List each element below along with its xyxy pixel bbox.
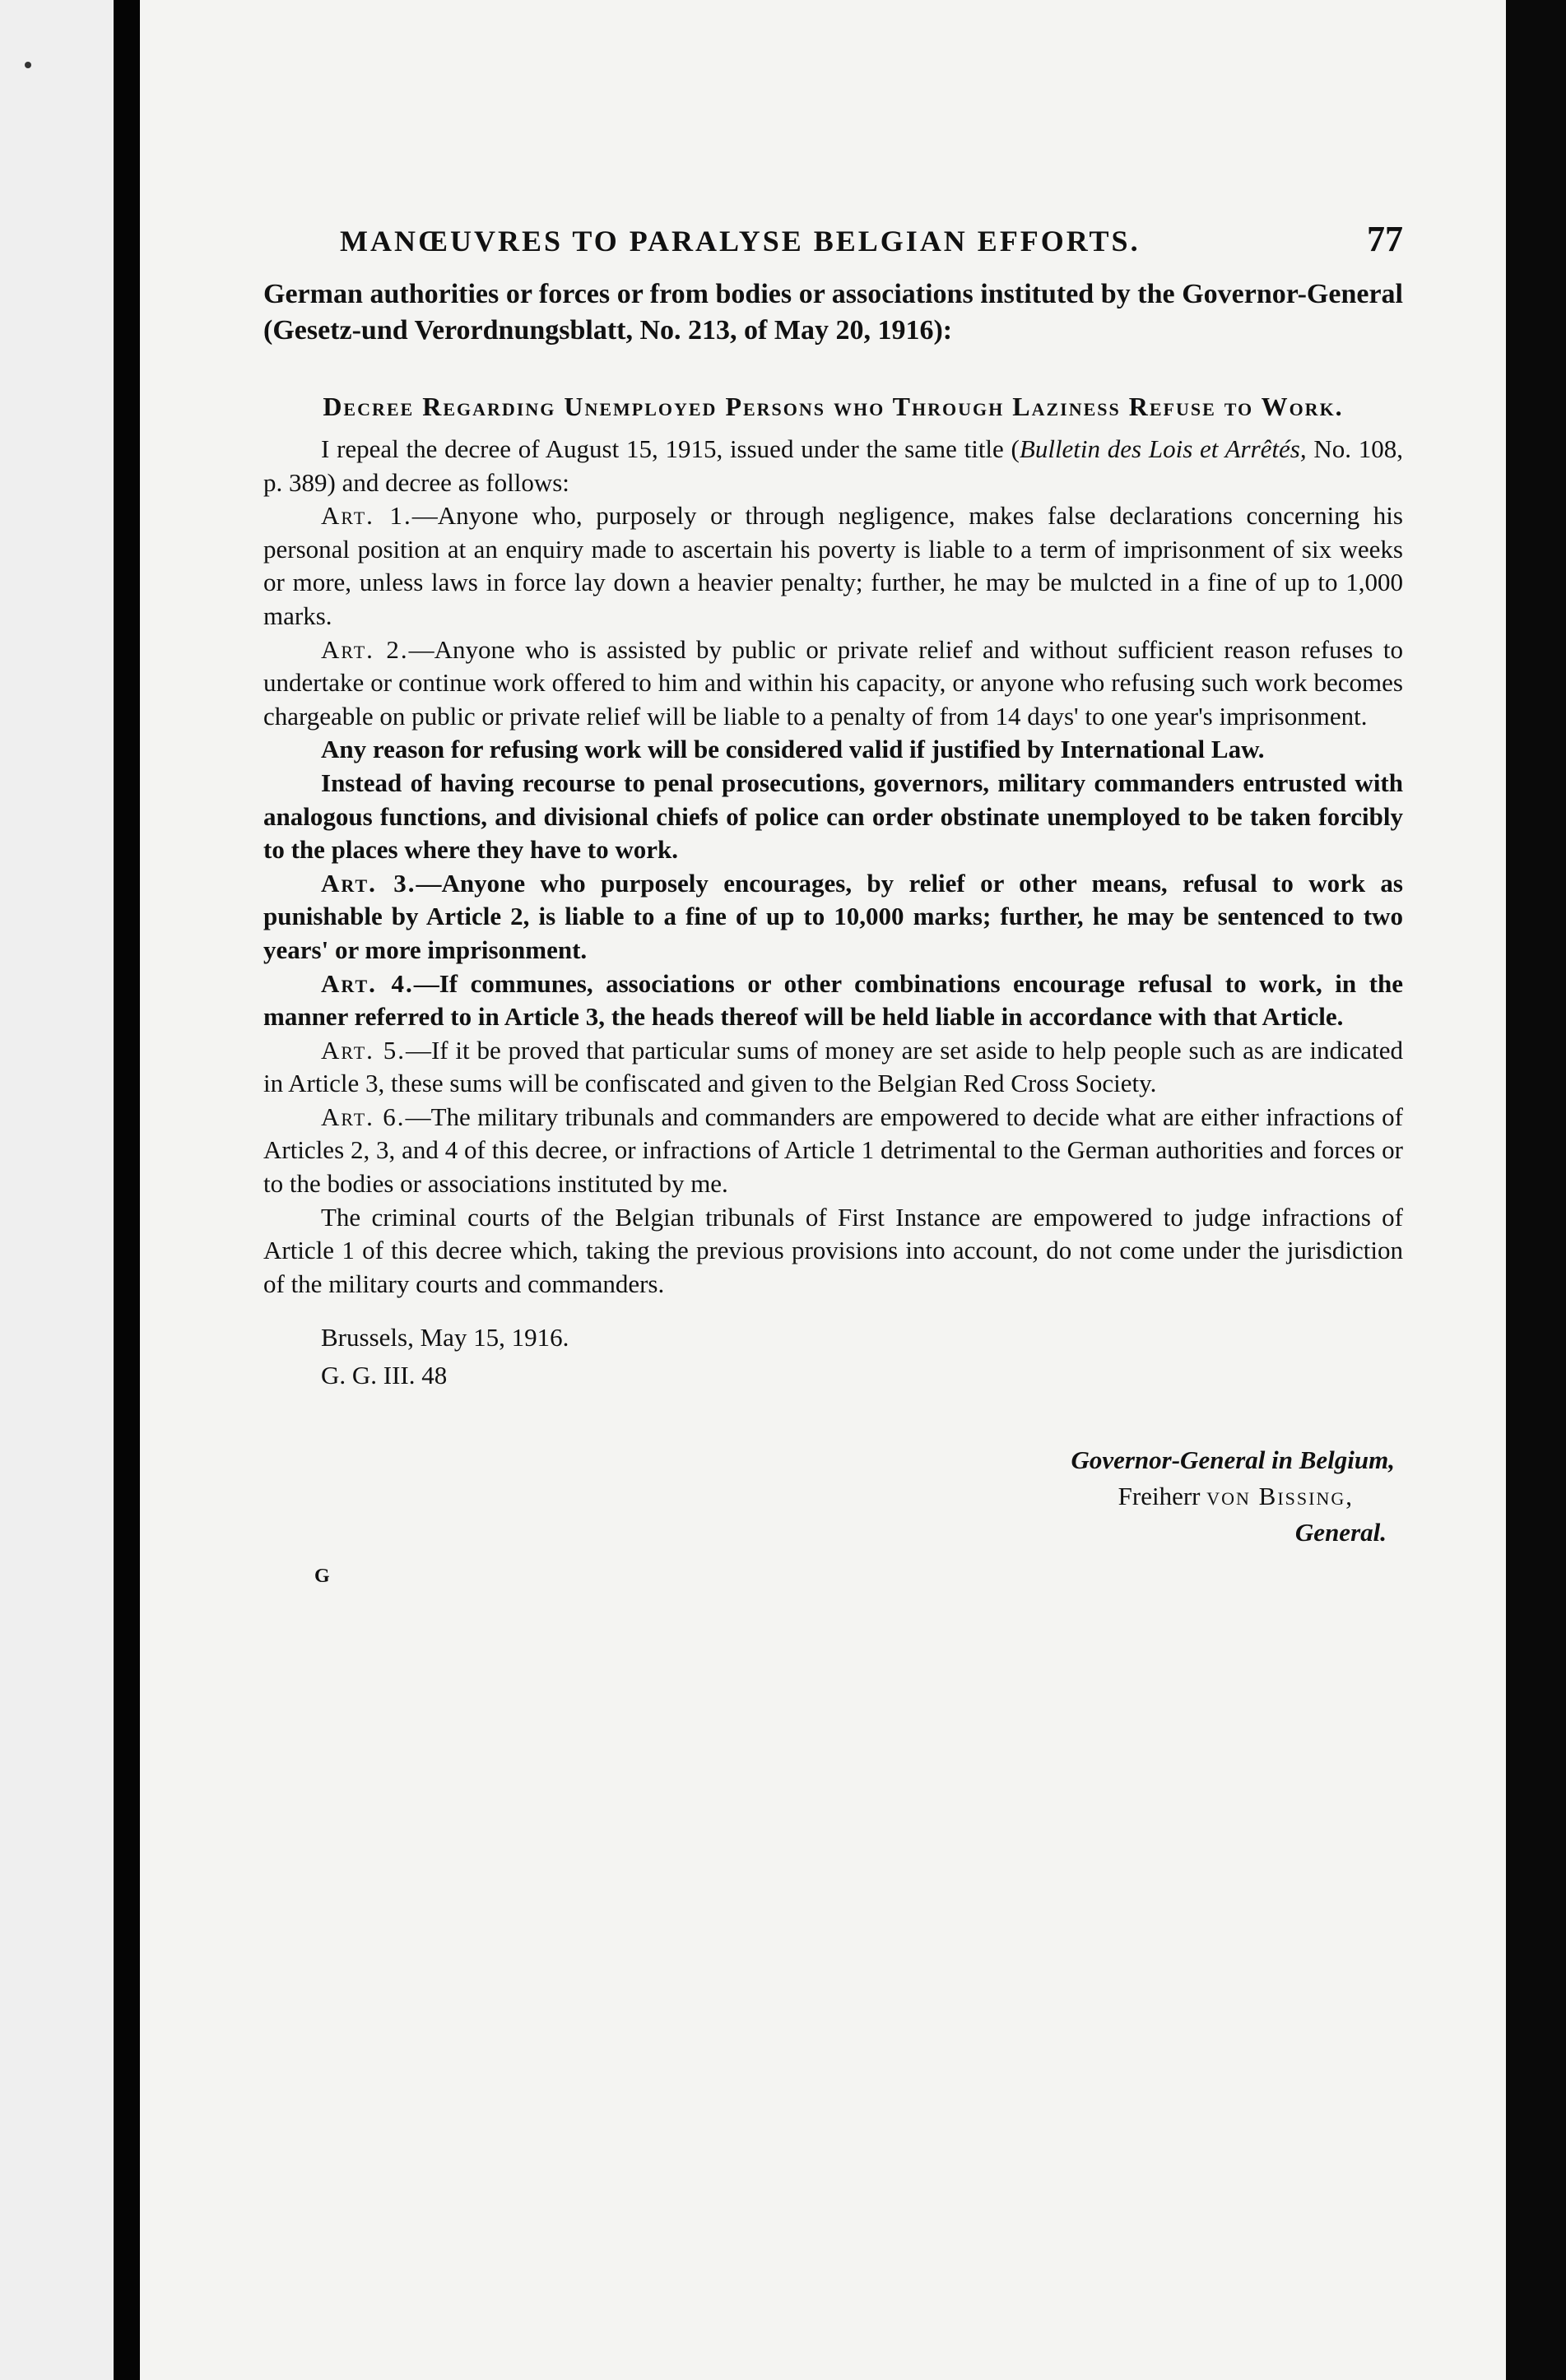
article-6-label: Art. 6.	[321, 1102, 406, 1131]
article-4-label: Art. 4.	[321, 968, 414, 998]
scan-gutter	[114, 0, 140, 2380]
article-6-text: —The military tribunals and commanders are empowered to decide what are either infractions of Articles 2, 3, and 4 of this decree, or infractions of Article 1 detrimental to the German authorities and forces or to the bodies or associations instituted by me.	[263, 1102, 1403, 1199]
article-5-label: Art. 5.	[321, 1035, 406, 1065]
book-page	[140, 0, 1506, 2380]
instead-paragraph: Instead of having recourse to penal prosecutions, governors, military commanders entrusted with analogous functions, and divisional chiefs of police can order obstinate unemployed to be taken forcibly to the places where they have to work.	[263, 768, 1403, 865]
criminal-courts-paragraph: The criminal courts of the Belgian tribunals of First Instance are empowered to judge infractions of Article 1 of this decree which, taking the previous provisions into account, do not come under the jurisdiction of the military courts and commanders.	[263, 1202, 1403, 1298]
signature-block	[263, 1442, 1403, 1551]
article-4	[263, 967, 1403, 1034]
article-4-text: —If communes, associations or other combinations encourage refusal to work, in the manner referred to in Article 3, the heads thereof will be held liable in accordance with that Article.	[263, 968, 1403, 1032]
repeal-text-a: I repeal the decree of August 15, 1915, issued under the same title (	[321, 434, 1020, 463]
article-3-label: Art. 3.	[321, 868, 416, 898]
reference-number: G. G. III. 48	[321, 1361, 448, 1390]
article-2-text: —Anyone who is assisted by public or private relief and without sufficient reason refuses to undertake or continue work offered to him and within his capacity, or anyone who refusing such work becomes chargeable on public or private relief will be liable to a penalty of from 14 days' to one year's imprisonment.	[263, 634, 1403, 731]
article-2-label: Art. 2.	[321, 634, 409, 664]
page-content	[263, 219, 1403, 1594]
page-number: 77	[1367, 219, 1403, 259]
signatory-prefix: Freiherr	[1118, 1482, 1207, 1511]
article-1-text: —Anyone who, purposely or through negligence, makes false declarations concerning his personal position at an enquiry made to ascertain his poverty is liable to a term of imprisonment of six weeks or more, unless laws in force lay down a heavier penalty; further, he may be mulcted in a fine of up to 1,000 marks.	[263, 501, 1403, 630]
decree-title: Decree Regarding Unemployed Persons who Through Laziness Refuse to Work.	[323, 392, 1344, 421]
bulletin-title: Bulletin des Lois et Arrêtés,	[1019, 434, 1307, 463]
signature-mark: G	[314, 1566, 330, 1588]
reason-paragraph: Any reason for refusing work will be considered valid if justified by International Law.	[321, 735, 1265, 764]
article-3	[263, 867, 1403, 967]
article-6	[263, 1101, 1403, 1201]
signatory-name	[263, 1478, 1395, 1515]
repeal-paragraph	[263, 433, 1403, 499]
signatory-rank: General.	[1294, 1518, 1387, 1547]
article-1	[263, 499, 1403, 633]
margin-speck	[25, 62, 31, 68]
place-date: Brussels, May 15, 1916.	[321, 1323, 569, 1352]
signatory-title: Governor-General in Belgium,	[1071, 1445, 1395, 1475]
article-2	[263, 633, 1403, 734]
running-title: MANŒUVRES TO PARALYSE BELGIAN EFFORTS.	[340, 225, 1141, 257]
article-3-text: —Anyone who purposely encourages, by relief or other means, refusal to work as punishable by Article 2, is liable to a fine of up to 10,000 marks; further, he may be sentenced to two years' or more imprisonment.	[263, 868, 1403, 964]
signatory-surname: von Bissing,	[1206, 1482, 1354, 1511]
intro-paragraph: German authorities or forces or from bodies or associations instituted by the Governor-General (Gesetz-und Verordnungsblatt, No. 213, of May 20, 1916):	[263, 279, 1403, 346]
repeal-text-b: No. 108, p. 389) and decree as follows:	[263, 434, 1403, 497]
article-5-text: —If it be proved that particular sums of money are set aside to help people such as are indicated in Article 3, these sums will be confiscated and given to the Belgian Red Cross Society.	[263, 1035, 1403, 1098]
dateline	[321, 1319, 1403, 1394]
article-5	[263, 1034, 1403, 1101]
article-1-label: Art. 1.	[321, 501, 412, 531]
running-head	[340, 219, 1403, 259]
adjacent-page-strip	[0, 0, 114, 2380]
